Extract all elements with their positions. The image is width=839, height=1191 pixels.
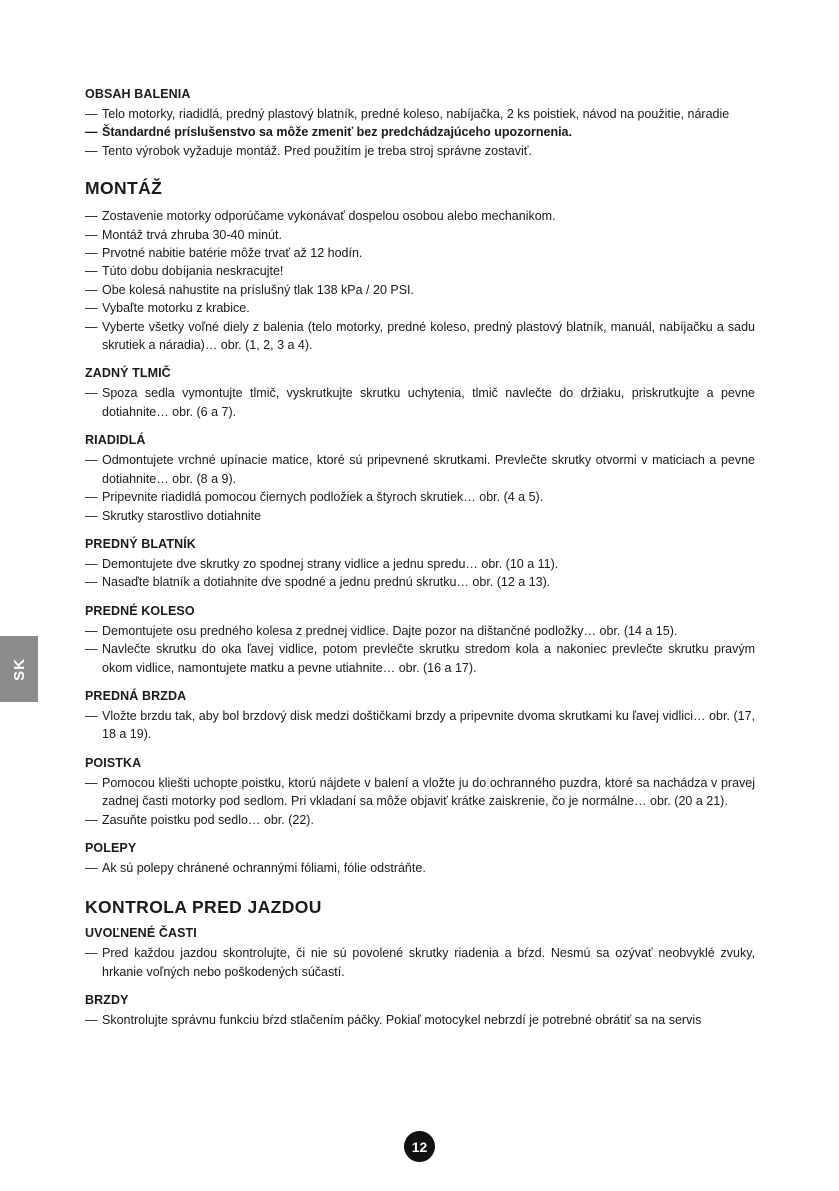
list-riadidla <box>85 451 755 525</box>
section-heading-tlmic: ZADNÝ TLMIČ <box>85 366 171 381</box>
list-obsah <box>85 105 755 160</box>
page-number: 12 <box>404 1131 435 1162</box>
list-item: — Túto dobu dobíjania neskracujte! <box>85 262 755 280</box>
list-item: — Obe kolesá nahustite na príslušný tlak 138 kPa / 20 PSI. <box>85 281 755 299</box>
list-item: — Montáž trvá zhruba 30-40 minút. <box>85 226 755 244</box>
list-item: — Navlečte skrutku do oka ľavej vidlice, potom prevlečte skrutku stredom kola a nakoniec prevlečte skrutku pravým okom vidlice, namontujete matku a pevne utiahnite… obr. (16 a 17). <box>85 640 755 677</box>
section-heading-riadidla: RIADIDLÁ <box>85 433 146 448</box>
list-item: — Vyberte všetky voľné diely z balenia (telo motorky, predné koleso, predný plastový blatník, manuál, nabíjačku a sadu skrutiek a náradia)… obr. (1, 2, 3 a 4). <box>85 318 755 355</box>
list-tlmic <box>85 384 755 421</box>
list-blatnik <box>85 555 755 592</box>
list-item: — Tento výrobok vyžaduje montáž. Pred použitím je treba stroj správne zostaviť. <box>85 142 755 160</box>
list-montaz <box>85 207 755 354</box>
list-item: — Nasaďte blatník a dotiahnite dve spodné a jednu prednú skrutku… obr. (12 a 13). <box>85 573 755 591</box>
list-polepy <box>85 859 755 877</box>
list-item: — Spoza sedla vymontujte tlmič, vyskrutkujte skrutku uchytenia, tlmič navlečte do držiaku, priskrutkujte a pevne dotiahnite… obr. (6 a 7). <box>85 384 755 421</box>
page-content <box>85 87 755 1030</box>
list-item: — Zostavenie motorky odporúčame vykonávať dospelou osobou alebo mechanikom. <box>85 207 755 225</box>
list-item: — Skrutky starostlivo dotiahnite <box>85 507 755 525</box>
list-item: — Prvotné nabitie batérie môže trvať až 12 hodín. <box>85 244 755 262</box>
section-heading-blatnik: PREDNÝ BLATNÍK <box>85 536 196 551</box>
section-heading-poistka: POISTKA <box>85 755 142 770</box>
section-heading-brzdy: BRZDY <box>85 993 129 1008</box>
list-item: — Vybaľte motorku z krabice. <box>85 299 755 317</box>
list-item: — Odmontujete vrchné upínacie matice, ktoré sú pripevnené skrutkami. Prevlečte skrutky otvormi v maticiach a pevne dotiahnite… obr. (8 a 9). <box>85 451 755 488</box>
section-title-montaz: MONTÁŽ <box>85 178 163 199</box>
list-uvolnene <box>85 944 755 981</box>
list-brzdy <box>85 1011 755 1029</box>
section-title-kontrola: KONTROLA PRED JAZDOU <box>85 897 322 918</box>
list-item: — Demontujete osu predného kolesa z prednej vidlice. Dajte pozor na dištančné podložky… obr. (14 a 15). <box>85 622 755 640</box>
list-item: — Ak sú polepy chránené ochrannými fóliami, fólie odstráňte. <box>85 859 755 877</box>
list-item: — Pripevnite riadidlá pomocou čiernych podložiek a štyroch skrutiek… obr. (4 a 5). <box>85 488 755 506</box>
language-tab <box>0 636 38 702</box>
language-tab-label: SK <box>10 657 28 681</box>
section-heading-uvolnene: UVOĽNENÉ ČASTI <box>85 926 197 941</box>
list-item: — Zasuňte poistku pod sedlo… obr. (22). <box>85 811 755 829</box>
list-item: — Pred každou jazdou skontrolujte, či nie sú povolené skrutky riadenia a bŕzd. Nesmú sa ozývať neobvyklé zvuky, hrkanie voľných nebo poškodených súčastí. <box>85 944 755 981</box>
section-heading-brzda: PREDNÁ BRZDA <box>85 688 187 703</box>
list-item: — Štandardné príslušenstvo sa môže zmeniť bez predchádzajúceho upozornenia. <box>85 123 755 141</box>
list-item: — Telo motorky, riadidlá, predný plastový blatník, predné koleso, nabíjačka, 2 ks poistiek, návod na použitie, náradie <box>85 105 755 123</box>
section-heading-obsah: OBSAH BALENIA <box>85 87 191 101</box>
section-heading-koleso: PREDNÉ KOLESO <box>85 603 195 618</box>
list-item: — Vložte brzdu tak, aby bol brzdový disk medzi doštičkami brzdy a pripevnite dvoma skrutkami ku ľavej vidlici… obr. (17, 18 a 19). <box>85 707 755 744</box>
list-item: — Skontrolujte správnu funkciu bŕzd stlačením páčky. Pokiaľ motocykel nebrzdí je potrebné obrátiť sa na servis <box>85 1011 755 1029</box>
list-poistka <box>85 774 755 829</box>
list-item: — Pomocou kliešti uchopte poistku, ktorú nájdete v balení a vložte ju do ochranného puzdra, ktoré sa nachádza v pravej zadnej časti motorky pod sedlom. Pri vkladaní sa môže objaviť krátke zaiskrenie, čo je normálne… obr. (20 a 21). <box>85 774 755 811</box>
list-brzda <box>85 707 755 744</box>
list-koleso <box>85 622 755 677</box>
section-heading-polepy: POLEPY <box>85 840 137 855</box>
list-item: — Demontujete dve skrutky zo spodnej strany vidlice a jednu spredu… obr. (10 a 11). <box>85 555 755 573</box>
